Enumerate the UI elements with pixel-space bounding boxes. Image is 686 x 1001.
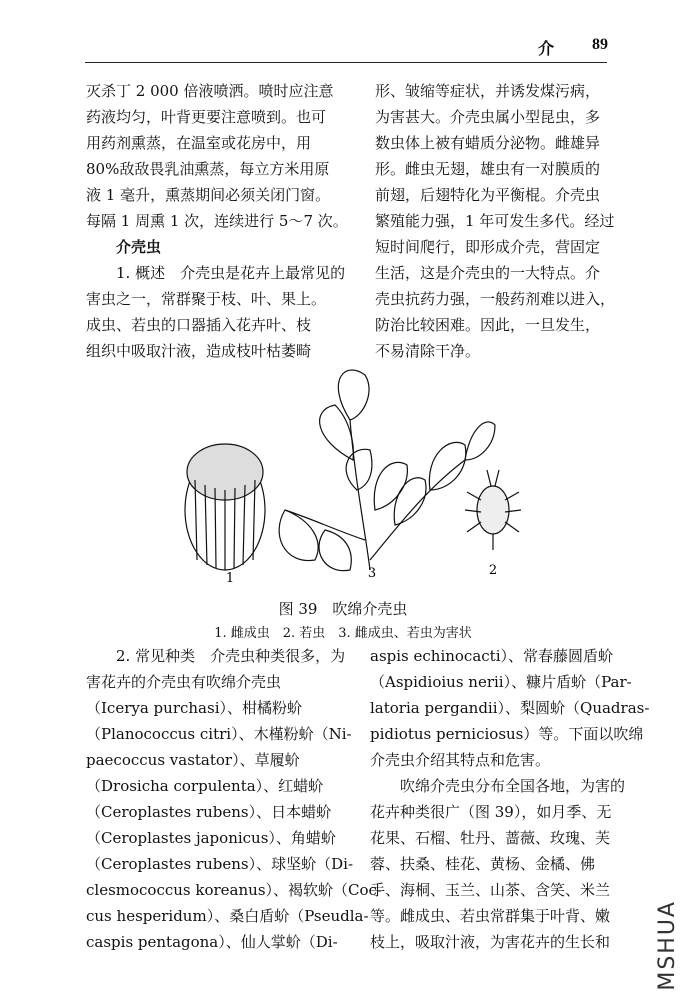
text-line: 药液均匀，叶背更要注意喷到。也可 [86, 108, 327, 126]
header-rule [85, 62, 607, 63]
figure-label-2: 2 [488, 563, 498, 578]
text-line: 用药剂熏蒸，在温室或花房中，用 [86, 134, 312, 152]
text-line: paecoccus vastator）、草履蚧 [86, 751, 300, 769]
text-line: 手、海桐、玉兰、山茶、含笑、米兰 [370, 881, 611, 899]
text-line: cus hesperidum）、桑白盾蚧（Pseudla- [86, 907, 369, 925]
nymph-drawing [465, 470, 521, 550]
text-line: 2. 常见种类 介壳虫种类很多，为 [116, 647, 346, 665]
text-line: pidiotus perniciosus）等。下面以吹绵 [370, 725, 644, 743]
scale-insect-illustration [175, 360, 535, 590]
text-line: 短时间爬行，即形成介壳，营固定 [375, 238, 601, 256]
right-column-top [375, 78, 635, 364]
text-line: clesmococcus koreanus）、褐软蚧（Coc- [86, 881, 382, 899]
text-line: 为害甚大。介壳虫属小型昆虫，多 [375, 108, 601, 126]
text-line: 80%敌敌畏乳油熏蒸，每立方米用原 [86, 160, 330, 178]
text-line: （Planococcus citri）、木槿粉蚧（Ni- [86, 725, 352, 743]
figure-legend: 1. 雌成虫 2. 若虫 3. 雌成虫、若虫为害状 [214, 626, 472, 641]
female-adult-drawing [185, 444, 265, 570]
text-line: （Aspidioius nerii）、糠片盾蚧（Par- [370, 673, 632, 691]
text-line: 防治比较困难。因此，一旦发生， [375, 316, 601, 334]
text-line: 介壳虫介绍其特点和危害。 [370, 751, 551, 769]
section-heading: 介壳虫 [116, 238, 162, 256]
text-line: 每隔 1 周熏 1 次，连续进行 5～7 次。 [86, 212, 348, 230]
left-column-top [86, 78, 354, 364]
branch-with-leaves-drawing [279, 370, 495, 571]
figure-label-3: 3 [367, 566, 377, 581]
figure-label-1: 1 [225, 571, 235, 586]
header-title: 介 [537, 39, 554, 58]
text-line: 繁殖能力强，1 年可发生多代。经过 [375, 212, 615, 230]
watermark-text: MSHUA [655, 900, 680, 991]
text-line: aspis echinocacti）、常春藤圆盾蚧 [370, 647, 614, 665]
page-number: 89 [592, 36, 608, 53]
text-line: 花果、石榴、牡丹、蔷薇、玫瑰、芙 [370, 829, 611, 847]
text-line: 枝上，吸取汁液，为害花卉的生长和 [370, 933, 611, 951]
text-line: caspis pentagona）、仙人掌蚧（Di- [86, 933, 338, 951]
right-column-bottom [370, 643, 650, 955]
text-line: （Ceroplastes rubens）、球坚蚧（Di- [86, 855, 354, 873]
text-line: 形、皱缩等症状，并诱发煤污病， [375, 82, 601, 100]
text-line: 灭杀丁 2 000 倍液喷洒。喷时应注意 [86, 82, 334, 100]
text-line: latoria pergandii）、梨圆蚧（Quadras- [370, 699, 650, 717]
text-line: 成虫、若虫的口器插入花卉叶、枝 [86, 316, 312, 334]
text-line: 液 1 毫升，熏蒸期间必须关闭门窗。 [86, 186, 331, 204]
text-line: 害虫之一，常群聚于枝、叶、果上。 [86, 290, 327, 308]
text-line: 花卉种类很广（图 39），如月季、无 [370, 803, 612, 821]
left-column-bottom [86, 643, 382, 955]
text-line: 蓉、扶桑、桂花、黄杨、金橘、佛 [370, 855, 596, 873]
text-line: 害花卉的介壳虫有吹绵介壳虫 [86, 673, 282, 691]
text-line: 吹绵介壳虫分布全国各地，为害的 [400, 777, 626, 795]
text-line: 生活，这是介壳虫的一大特点。介 [375, 264, 601, 282]
text-line: 前翅，后翅特化为平衡棍。介壳虫 [375, 186, 601, 204]
text-line: 形。雌虫无翅，雄虫有一对膜质的 [375, 160, 601, 178]
text-line: 1. 概述 介壳虫是花卉上最常见的 [116, 264, 346, 282]
page-header [0, 36, 608, 58]
text-line: 等。雌成虫、若虫常群集于叶背、嫩 [370, 907, 611, 925]
text-line: （Drosicha corpulenta）、红蜡蚧 [86, 777, 324, 795]
text-line: 壳虫抗药力强，一般药剂难以进入， [375, 290, 616, 308]
text-line: （Icerya purchasi）、柑橘粉蚧 [86, 699, 302, 717]
text-line: 数虫体上被有蜡质分泌物。雌雄异 [375, 134, 601, 152]
text-line: （Ceroplastes japonicus）、角蜡蚧 [86, 829, 336, 847]
text-line: （Ceroplastes rubens）、日本蜡蚧 [86, 803, 332, 821]
figure-caption: 图 39 吹绵介壳虫 [278, 600, 408, 618]
text-line: 不易清除干净。 [375, 342, 481, 360]
text-line: 组织中吸取汁液，造成枝叶枯萎畸 [86, 342, 312, 360]
